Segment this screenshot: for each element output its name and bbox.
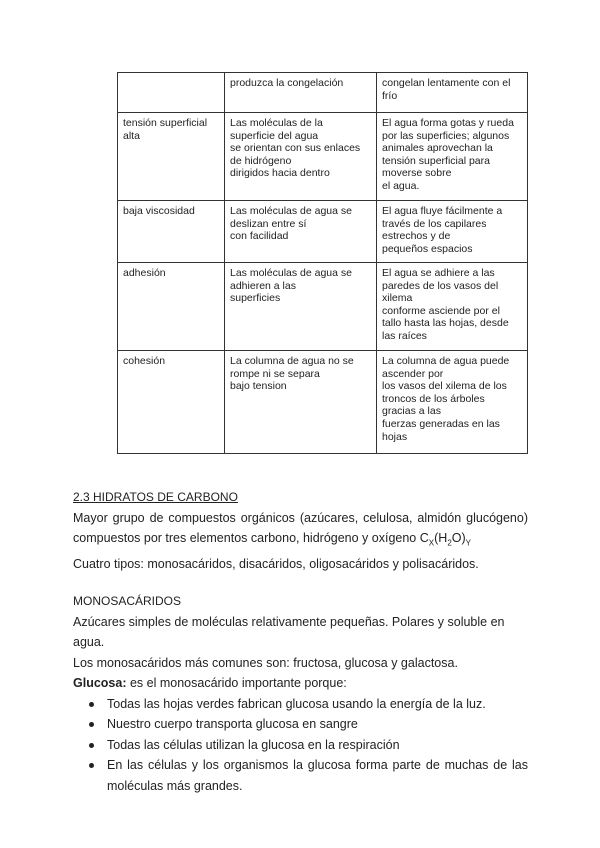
cell-line: los vasos del xilema de los — [382, 380, 507, 393]
cell-line: por las superficies; algunos — [382, 129, 510, 142]
cell-line: de hidrógeno — [230, 154, 292, 167]
cell-line: Las moléculas de la — [230, 117, 323, 129]
list-item: En las células y los organismos la glucosa forma parte de muchas de las moléculas más grandes. — [73, 755, 528, 796]
glucosa-label: Glucosa: — [73, 676, 127, 690]
carbohydrates-line-3: Cuatro tipos: monosacáridos, disacáridos, oligosacáridos y polisacáridos. — [73, 557, 479, 571]
property-cell — [118, 113, 225, 201]
cell-line: xilema — [382, 292, 413, 305]
cause-cell — [225, 201, 377, 263]
carbohydrates-line-1: Mayor grupo de compuestos orgánicos (azúcares, celulosa, almidón glucógeno) — [73, 510, 528, 525]
property-cell — [118, 201, 225, 263]
cause-cell — [225, 73, 377, 113]
cell-line: El agua se adhiere a las — [382, 267, 495, 279]
cell-line: dirigidos hacia dentro — [230, 167, 330, 180]
cell-line: baja viscosidad — [123, 205, 195, 217]
cell-line: La columna de agua puede — [382, 355, 510, 367]
table-row — [118, 351, 528, 454]
cell-line: adhieren a las — [230, 279, 296, 292]
cell-line: pequeños espacios — [382, 242, 473, 255]
cell-line: través de los capilares — [382, 217, 487, 230]
cause-cell — [225, 113, 377, 201]
carbohydrates-heading: 2.3 HIDRATOS DE CARBONO — [73, 490, 238, 504]
cell-line: troncos de los árboles — [382, 392, 485, 405]
effect-cell — [377, 263, 528, 351]
monosaccharides-section — [73, 591, 528, 796]
bullet-icon — [89, 702, 94, 707]
carbohydrates-line-2: compuestos por tres elementos carbono, hidrógeno y oxígeno $C_X(H_2O)_Y$ — [73, 531, 471, 548]
effect-cell — [377, 201, 528, 263]
cell-line: animales aprovechan la — [382, 142, 493, 155]
effect-cell — [377, 351, 528, 454]
cell-line: produzca la congelación — [230, 77, 344, 89]
cell-line: paredes de los vasos del — [382, 279, 499, 292]
cell-line: alta — [123, 129, 140, 142]
cell-line: Las moléculas de agua se — [230, 267, 352, 279]
cell-line: las raíces — [382, 329, 427, 342]
cell-line: tensión superficial — [123, 117, 208, 129]
cell-line: cohesión — [123, 355, 166, 367]
carbohydrates-section — [73, 487, 528, 575]
cell-line: superficie del agua — [230, 129, 319, 142]
cell-line: tensión superficial para — [382, 154, 490, 167]
list-item: Todas las células utilizan la glucosa en la respiración — [73, 735, 528, 756]
water-properties-table — [117, 72, 528, 454]
cause-cell — [225, 263, 377, 351]
cell-line: moverse sobre — [382, 167, 452, 180]
cell-line — [123, 77, 219, 90]
cell-line: conforme asciende por el — [382, 304, 500, 317]
glucosa-intro: Glucosa: es el monosacárido importante porque: — [73, 676, 347, 690]
cell-line: gracias a las — [382, 405, 441, 418]
cell-line: rompe ni se separa — [230, 367, 320, 380]
monosaccharides-line-2: Los monosacáridos más comunes son: fructosa, glucosa y galactosa. — [73, 655, 458, 670]
monosaccharides-line-1: Azúcares simples de moléculas relativamente pequeñas. Polares y soluble en agua. — [73, 614, 505, 649]
cause-cell — [225, 351, 377, 454]
cell-line — [123, 90, 219, 103]
cell-line: El agua fluye fácilmente a — [382, 205, 503, 217]
cell-line: deslizan entre sí — [230, 217, 307, 230]
bullet-icon — [89, 743, 94, 748]
cell-line: La columna de agua no se — [230, 355, 354, 367]
cell-line: congelan lentamente con el — [382, 77, 511, 89]
cell-line: el agua. — [382, 179, 420, 192]
effect-cell — [377, 73, 528, 113]
cell-line: adhesión — [123, 267, 166, 279]
cell-line: superficies — [230, 292, 281, 305]
cell-line: tallo hasta las hojas, desde — [382, 317, 509, 330]
property-cell — [118, 351, 225, 454]
glucosa-bullet-list — [73, 694, 528, 797]
cell-line: El agua forma gotas y rueda — [382, 117, 514, 129]
property-cell — [118, 263, 225, 351]
cell-line: estrechos y de — [382, 230, 451, 243]
cell-line: con facilidad — [230, 230, 289, 243]
table-row — [118, 201, 528, 263]
cell-line: Las moléculas de agua se — [230, 205, 352, 217]
bullet-icon — [89, 763, 94, 768]
monosaccharides-heading: MONOSACÁRIDOS — [73, 594, 182, 608]
cell-line: fuerzas generadas en las — [382, 417, 500, 430]
bullet-icon — [89, 722, 94, 727]
property-cell — [118, 73, 225, 113]
cell-line: hojas — [382, 430, 408, 443]
table-row — [118, 263, 528, 351]
table-row — [118, 73, 528, 113]
cell-line: ascender por — [382, 367, 444, 380]
list-item: Nuestro cuerpo transporta glucosa en sangre — [73, 714, 528, 735]
cell-line: bajo tension — [230, 380, 287, 393]
list-item: Todas las hojas verdes fabrican glucosa usando la energía de la luz. — [73, 694, 528, 715]
effect-cell — [377, 113, 528, 201]
cell-line: se orientan con sus enlaces — [230, 142, 361, 155]
cell-line: frío — [382, 89, 398, 102]
table-row — [118, 113, 528, 201]
